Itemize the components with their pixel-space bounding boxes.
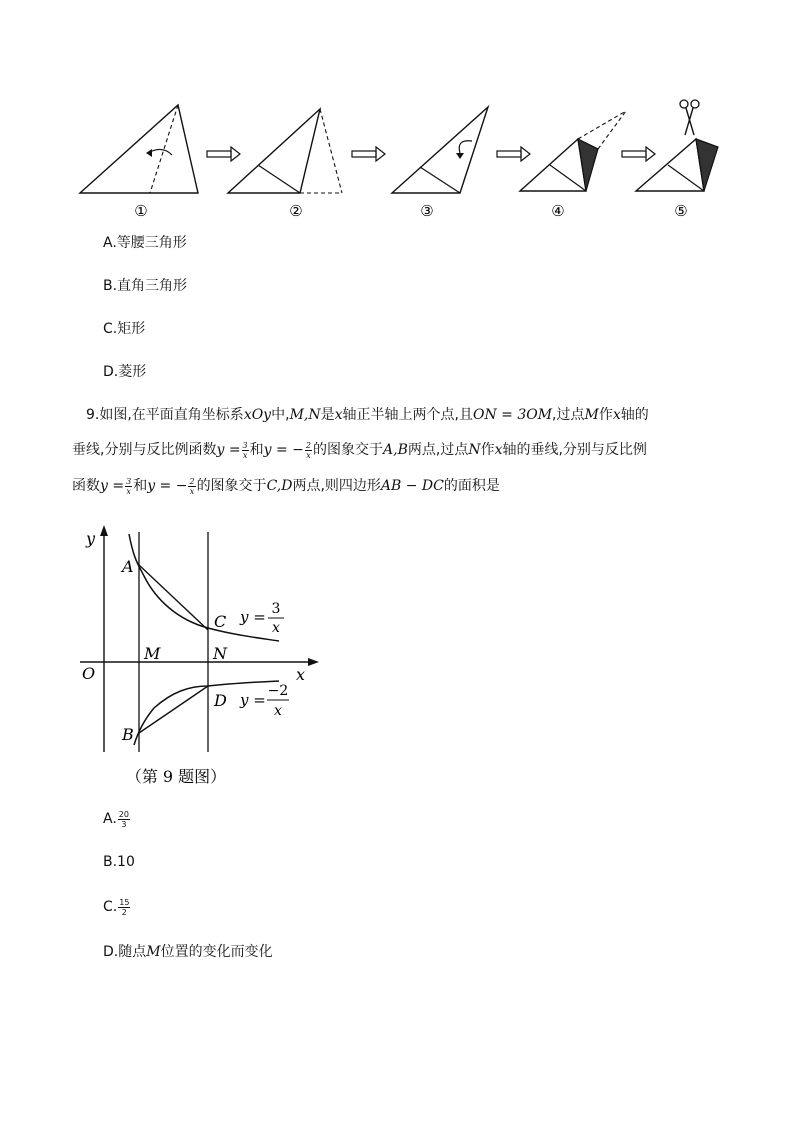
point-D-label: D [214,691,227,710]
fraction-denominator: 3 [121,819,127,829]
text-run: 位置的变化而变化 [160,944,273,960]
q9-option-d [103,942,273,962]
fraction-numerator: 3 [242,440,248,450]
math-run: A,B [383,442,408,458]
text-run: 的图象交于 [313,442,384,458]
y-axis-arrow-icon [100,525,108,536]
math-run: x [334,407,343,423]
text-run: 的面积是 [443,478,500,494]
fold-step-2 [228,109,342,193]
q8-option-c: C.矩形 [103,321,146,337]
step-label-1: ① [134,202,148,220]
point-C-label: C [214,612,227,631]
curve1-denominator: x [272,620,280,636]
math-run: AB − DC [380,478,444,494]
q9-option-b: B.10 [103,854,135,870]
fraction-numerator: 2 [305,440,312,450]
text-run: 两点,则四边形 [292,478,381,494]
text-run: 中, [271,407,290,423]
fraction-denominator: 2 [121,907,127,917]
origin-label: O [82,664,96,683]
point-A-label: A [122,557,134,576]
math-run: y = [100,478,125,494]
math-run: M [146,944,161,960]
text-run: 垂线,分别与反比例函数 [72,442,217,458]
point-M-label: M [144,644,161,663]
math-run: C,D [266,478,293,494]
text-run: 作 [480,442,495,458]
math-run: y = − [263,442,304,458]
curve2-label: y = [240,691,266,709]
point-B-label: B [122,725,134,744]
segment-AC [139,565,208,630]
option-prefix: C. [103,899,118,915]
math-run: M [584,407,599,423]
text-run: ,过点 [552,407,585,423]
fraction [125,477,132,496]
fraction-denominator: x [126,486,131,496]
q9-coordinate-figure [74,520,324,795]
q9-stem-line-1 [86,404,649,426]
fraction [118,898,130,917]
text-run: 是 [320,407,335,423]
x-axis-label: x [296,665,306,684]
math-run: ON = 3OM [472,407,553,423]
fold-step-1 [80,105,198,193]
curve1-numerator: 3 [271,601,281,617]
step-label-5: ⑤ [674,202,688,220]
fraction-denominator: x [306,450,311,460]
math-run: y = [216,442,241,458]
q8-option-d: D.菱形 [103,364,147,380]
fold-step-3 [392,107,488,193]
text-run: 函数 [72,478,100,494]
text-run: 两点,过点 [407,442,469,458]
fold-step-4 [520,111,626,191]
fraction-numerator: 15 [119,897,130,907]
math-run: x [612,407,621,423]
math-run: y = − [147,478,188,494]
arrow-right-icon [497,147,530,161]
x-axis-arrow-icon [308,658,319,666]
math-run: xOy [243,407,272,423]
text-run: 轴的 [620,407,649,423]
step-label-2: ② [289,202,303,220]
text-run: D.随点 [103,944,147,960]
arrow-right-icon [622,147,655,161]
math-run: M,N [289,407,321,423]
y-axis-label: y [86,529,96,548]
text-run: 和 [133,478,148,494]
fraction [118,810,130,829]
step-label-4: ④ [551,202,565,220]
fraction [242,441,249,460]
fraction-numerator: 3 [126,476,132,486]
text-run: 和 [249,442,264,458]
q9-stem-line-3 [72,475,500,497]
curve1-label: y = [240,608,266,626]
q8-option-a: A.等腰三角形 [103,235,187,251]
q9-option-c [103,897,131,917]
fraction [305,441,312,460]
text-run: 9.如图,在平面直角坐标系 [86,407,244,423]
fraction [188,477,195,496]
fraction-denominator: x [189,486,195,496]
scissors-icon [680,100,699,135]
point-N-label: N [213,644,227,663]
option-prefix: A. [103,811,117,827]
fold-step-5 [636,139,718,191]
q9-stem-line-2 [72,439,647,461]
text-run: 的图象交于 [196,478,267,494]
math-run: N [468,442,481,458]
fraction-numerator: 2 [189,476,195,486]
text-run: 轴正半轴上两个点,且 [342,407,473,423]
curve2-denominator: x [274,703,282,719]
step-label-3: ③ [420,202,434,220]
fraction-numerator: 20 [118,809,129,819]
text-run: 作 [598,407,613,423]
arrow-right-icon [207,147,240,161]
q9-option-a [103,809,131,829]
fold-sequence-figure [70,95,730,225]
math-run: x [494,442,503,458]
arrow-right-icon [352,147,385,161]
q8-option-b: B.直角三角形 [103,278,188,294]
fraction-denominator: x [242,450,248,460]
figure-caption: （第 9 题图） [125,767,227,786]
curve2-numerator: −2 [267,683,289,699]
text-run: 轴的垂线,分别与反比例 [502,442,647,458]
segment-BD [139,686,208,733]
